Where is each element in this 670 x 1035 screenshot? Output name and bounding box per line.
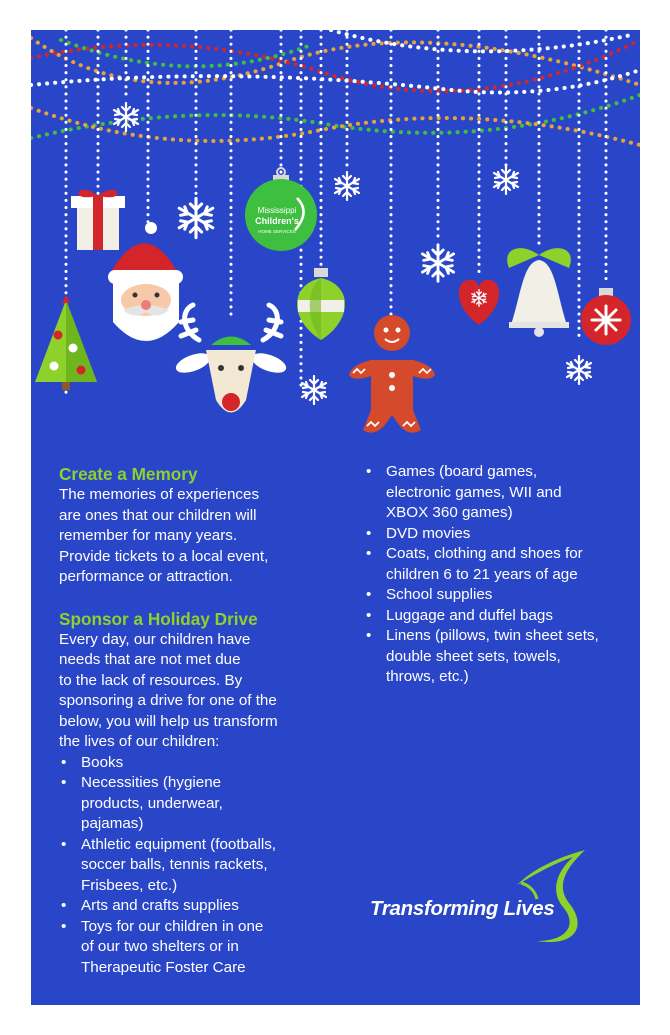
text-line: Provide tickets to a local event, bbox=[59, 547, 269, 565]
text-line: products, underwear, bbox=[81, 794, 223, 812]
logo-ornament-line1: Mississippi bbox=[257, 206, 297, 215]
santa-ornament-icon bbox=[108, 222, 183, 341]
snowflake-icon bbox=[302, 376, 326, 404]
christmas-tree-ornament-icon bbox=[35, 295, 97, 390]
text-line: School supplies bbox=[386, 586, 493, 603]
text-line: Every day, our children have bbox=[59, 630, 251, 648]
tagline: Transforming Lives bbox=[370, 897, 555, 920]
text-line: electronic games, WII and bbox=[386, 483, 562, 501]
list-item bbox=[364, 585, 626, 606]
text-line: soccer balls, tennis rackets, bbox=[81, 856, 268, 873]
heading-create-memory: Create a Memory bbox=[59, 464, 198, 484]
logo-ornament bbox=[245, 168, 317, 251]
right-column bbox=[364, 462, 626, 688]
text-line: Coats, clothing and shoes for bbox=[386, 545, 583, 562]
text-line: Games (board games, bbox=[386, 463, 538, 480]
heart-ornament-icon bbox=[459, 280, 499, 325]
list-item bbox=[59, 835, 339, 897]
list-item bbox=[364, 544, 626, 585]
text-line: Toys for our children in one bbox=[81, 917, 264, 935]
reindeer-ornament-icon bbox=[173, 305, 288, 413]
list-item bbox=[364, 524, 626, 545]
text-line: Linens (pillows, twin sheet sets, bbox=[386, 627, 599, 644]
snowflake-icon bbox=[567, 356, 591, 384]
drive-items-list bbox=[59, 753, 339, 979]
text-line: the lives of our children: bbox=[59, 733, 220, 750]
text-line: performance or attraction. bbox=[59, 568, 233, 585]
text-line: remember for many years. bbox=[59, 527, 238, 544]
snowflake-icon bbox=[179, 198, 213, 237]
gift-box-ornament-icon bbox=[71, 190, 125, 250]
list-item bbox=[364, 626, 626, 688]
red-bauble-ornament-icon bbox=[581, 288, 631, 345]
heading-sponsor-drive: Sponsor a Holiday Drive bbox=[59, 608, 258, 629]
bell-ornament-icon bbox=[507, 248, 571, 337]
sponsor-drive-text bbox=[59, 630, 339, 753]
brand-logo bbox=[367, 845, 617, 955]
text-line: Frisbees, etc.) bbox=[81, 876, 178, 894]
text-line: Athletic equipment (footballs, bbox=[81, 835, 277, 853]
snowflake-icon bbox=[494, 166, 518, 194]
text-line: of our two shelters or in bbox=[81, 938, 239, 955]
text-line: Books bbox=[81, 753, 124, 771]
text-line: Luggage and duffel bags bbox=[386, 606, 553, 624]
text-line: throws, etc.) bbox=[386, 668, 469, 685]
text-line: children 6 to 21 years of age bbox=[386, 565, 578, 583]
text-line: sponsoring a drive for one of the bbox=[59, 692, 277, 709]
holiday-flyer bbox=[31, 30, 640, 1005]
list-item bbox=[59, 896, 339, 917]
text-line: are ones that our children will bbox=[59, 506, 257, 524]
logo-ornament-line2: Children's bbox=[255, 216, 299, 226]
text-line: pajamas) bbox=[81, 815, 144, 832]
create-memory-text bbox=[59, 485, 339, 588]
left-column bbox=[59, 463, 339, 978]
snowflake-icon bbox=[422, 245, 453, 281]
list-item bbox=[59, 917, 339, 979]
text-line: to the lack of resources. By bbox=[59, 671, 243, 689]
text-line: XBOX 360 games) bbox=[386, 504, 513, 521]
text-line: Therapeutic Foster Care bbox=[81, 958, 246, 976]
holiday-decorations-illustration bbox=[31, 30, 640, 470]
text-line: below, you will help us transform bbox=[59, 712, 278, 730]
text-line: Necessities (hygiene bbox=[81, 774, 222, 791]
text-line: needs that are not met due bbox=[59, 651, 241, 668]
text-line: Arts and crafts supplies bbox=[81, 897, 239, 914]
drive-items-list-continued bbox=[364, 462, 626, 688]
green-bauble-ornament-icon bbox=[297, 268, 345, 340]
snowflake-icon bbox=[114, 103, 138, 131]
text-line: The memories of experiences bbox=[59, 486, 260, 503]
text-line: double sheet sets, towels, bbox=[386, 647, 561, 665]
list-item bbox=[59, 753, 339, 774]
list-item bbox=[59, 773, 339, 835]
text-line: DVD movies bbox=[386, 524, 471, 542]
list-item bbox=[364, 462, 626, 524]
logo-ornament-line3: HOME SERVICES bbox=[258, 229, 296, 234]
list-item bbox=[364, 606, 626, 627]
gingerbread-man-ornament-icon bbox=[349, 315, 435, 433]
snowflake-icon bbox=[335, 172, 359, 200]
